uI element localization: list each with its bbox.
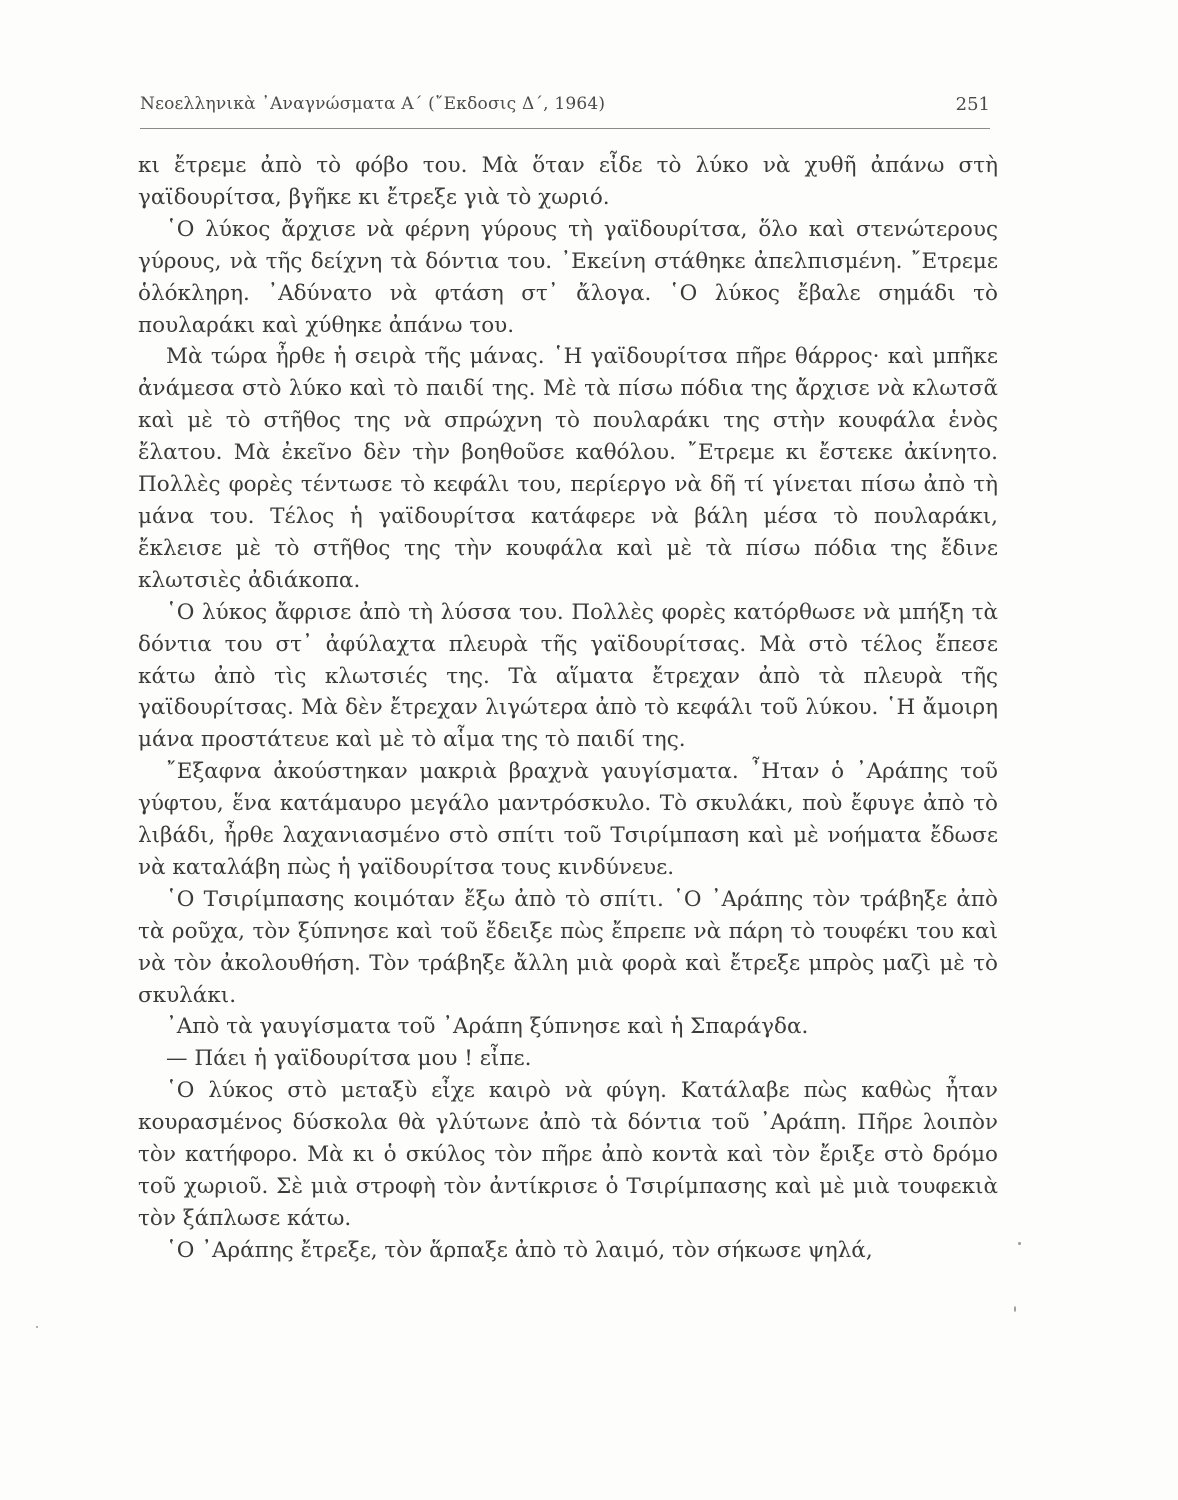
scan-speck [1018, 1242, 1021, 1245]
paragraph: ᾿Απὸ τὰ γαυγίσματα τοῦ ᾿Αράπη ξύπνησε καὶ ἡ Σπαράγδα. [166, 1014, 809, 1040]
paragraph: ῾Ο λύκος ἄφρισε ἀπὸ τὴ λύσσα του. Πολλὲς φορὲς κατόρθωσε νὰ μπήξη τὰ δόντια του στ᾿ ἀφύλαχτα πλευρὰ τῆς γαϊδουρίτσας. Μὰ στὸ τέλος ἔπεσε κάτω ἀπὸ τὶς κλωτσιές της. Τὰ αἵματα ἔτρεχαν ἀπὸ τὰ πλευρὰ τῆς γαϊδουρίτσας. Μὰ δὲν ἔτρεχαν λιγώτερα ἀπὸ τὸ κεφάλι τοῦ λύκου. ῾Η ἄμοιρη μάνα προστάτευε καὶ μὲ τὸ αἷμα της τὸ παιδί της. [138, 599, 998, 753]
paragraph: ῾Ο λύκος ἄρχισε νὰ φέρνη γύρους τὴ γαϊδουρίτσα, ὅλο καὶ στενώτερους γύρους, νὰ τῆς δείχνη τὰ δόντια του. ᾿Εκείνη στάθηκε ἀπελπισμένη. ῎Ετρεμε ὁλόκληρη. ᾿Αδύνατο νὰ φτάση στ᾿ ἄλογα. ῾Ο λύκος ἔβαλε σημάδι τὸ πουλαράκι καὶ χύθηκε ἀπάνω του. [138, 216, 998, 338]
running-head: Νεοελληνικὰ ᾿Αναγνώσματα Α΄ (῎Εκδοσις Δ΄, 1964) [140, 94, 606, 114]
paragraph: ῾Ο Τσιρίμπασης κοιμόταν ἔξω ἀπὸ τὸ σπίτι. ῾Ο ᾿Αράπης τὸν τράβηξε ἀπὸ τὰ ροῦχα, τὸν ξύπνησε καὶ τοῦ ἔδειξε πὼς ἔπρεπε νὰ πάρη τὸ τουφέκι του καὶ νὰ τὸν ἀκολουθήση. Τὸν τράβηξε ἄλλη μιὰ φορὰ καὶ ἔτρεξε μπρὸς μαζὶ μὲ τὸ σκυλάκι. [138, 886, 998, 1008]
scan-speck [36, 1326, 38, 1328]
page-header [140, 88, 990, 129]
paragraph: Μὰ τώρα ἦρθε ἡ σειρὰ τῆς μάνας. ῾Η γαϊδουρίτσα πῆρε θάρρος· καὶ μπῆκε ἀνάμεσα στὸ λύκο καὶ τὸ παιδί της. Μὲ τὰ πίσω πόδια της ἄρχισε νὰ κλωτσᾶ καὶ μὲ τὸ στῆθος της νὰ σπρώχνη τὸ πουλαράκι της στὴν κουφάλα ἑνὸς ἔλατου. Μὰ ἐκεῖνο δὲν τὴν βοηθοῦσε καθόλου. ῎Ετρεμε κι ἔστεκε ἀκίνητο. Πολλὲς φορὲς τέντωσε τὸ κεφάλι του, περίεργο νὰ δῆ τί γίνεται πίσω ἀπὸ τὴ μάνα του. Τέλος ἡ γαϊδουρίτσα κατάφερε νὰ βάλη μέσα τὸ πουλαράκι, ἔκλεισε μὲ τὸ στῆθος της τὴν κουφάλα καὶ μὲ τὰ πίσω πόδια της ἔδινε κλωτσιὲς ἀδιάκοπα. [138, 344, 998, 593]
paragraph: ῾Ο λύκος στὸ μεταξὺ εἶχε καιρὸ νὰ φύγη. Κατάλαβε πὼς καθὼς ἦταν κουρασμένος δύσκολα θὰ γλύτωνε ἀπὸ τὰ δόντια τοῦ ᾿Αράπη. Πῆρε λοιπὸν τὸν κατήφορο. Μὰ κι ὁ σκύλος τὸν πῆρε ἀπὸ κοντὰ καὶ τὸν ἔριξε στὸ δρόμο τοῦ χωριοῦ. Σὲ μιὰ στροφὴ τὸν ἀντίκρισε ὁ Τσιρίμπασης καὶ μὲ μιὰ τουφεκιὰ τὸν ξάπλωσε κάτω. [138, 1078, 998, 1231]
paragraph: ῾Ο ᾿Αράπης ἔτρεξε, τὸν ἅρπαξε ἀπὸ τὸ λαιμό, τὸν σήκωσε ψηλά, [166, 1237, 873, 1263]
scan-speck [1014, 1306, 1016, 1312]
body-text [138, 150, 998, 1267]
paragraph: κι ἔτρεμε ἀπὸ τὸ φόβο του. Μὰ ὅταν εἶδε τὸ λύκο νὰ χυθῆ ἀπάνω στὴ γαϊδουρίτσα, βγῆκε κι ἔτρεξε γιὰ τὸ χωριό. [138, 153, 998, 210]
page-number: 251 [955, 94, 990, 115]
paragraph: ῎Εξαφνα ἀκούστηκαν μακριὰ βραχνὰ γαυγίσματα. ῏Ηταν ὁ ᾿Αράπης τοῦ γύφτου, ἕνα κατάμαυρο μεγάλο μαντρόσκυλο. Τὸ σκυλάκι, ποὺ ἔφυγε ἀπὸ τὸ λιβάδι, ἦρθε λαχανιασμένο στὸ σπίτι τοῦ Τσιρίμπαση καὶ μὲ νοήματα ἔδωσε νὰ καταλάβη πὼς ἡ γαϊδουρίτσα τους κινδύνευε. [138, 759, 998, 880]
paragraph: — Πάει ἡ γαϊδουρίτσα μου ! εἶπε. [166, 1046, 532, 1072]
